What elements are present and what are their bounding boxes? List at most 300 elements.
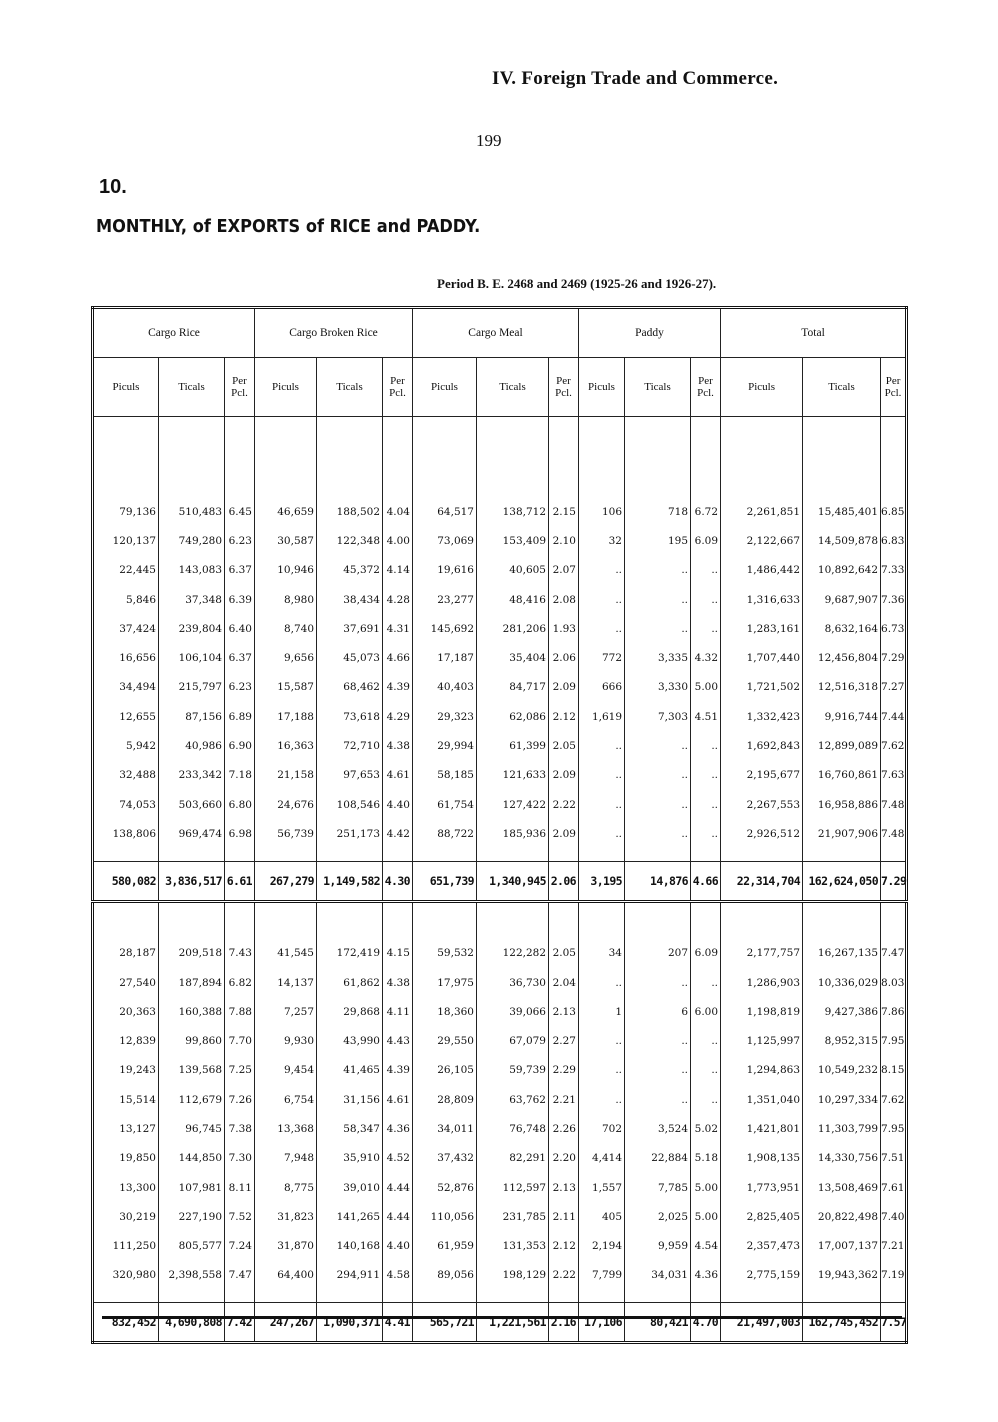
empty-cell (225, 417, 255, 498)
table-cell: .. (691, 761, 721, 790)
table-cell: 10,892,642 (803, 556, 881, 585)
table-cell: 2,177,757 (721, 939, 803, 968)
table-cell: 1,149,582 (317, 861, 383, 901)
table-cell: 5.00 (691, 1173, 721, 1202)
table-cell: 7.27 (881, 673, 907, 702)
table-cell: 2.12 (549, 1232, 579, 1261)
table-cell: 43,990 (317, 1026, 383, 1055)
column-header: Ticals (159, 358, 225, 417)
table-cell: 666 (579, 673, 625, 702)
table-cell: 140,168 (317, 1232, 383, 1261)
table-cell: 20,822,498 (803, 1202, 881, 1231)
table-cell: 16,760,861 (803, 761, 881, 790)
table-cell: 239,804 (159, 614, 225, 643)
table-cell: 19,943,362 (803, 1261, 881, 1290)
table-cell: 67,079 (477, 1026, 549, 1055)
table-cell: 63,762 (477, 1085, 549, 1114)
table-cell: 37,691 (317, 614, 383, 643)
table-cell: 21,497,003 (721, 1303, 803, 1343)
table-cell: 52,876 (413, 1173, 477, 1202)
table-cell: 6.09 (691, 939, 721, 968)
table-cell: 1,286,903 (721, 968, 803, 997)
table-cell: 1 (579, 997, 625, 1026)
table-cell: 22,445 (119, 564, 156, 577)
table-cell: 45,073 (317, 643, 383, 672)
empty-cell (93, 901, 159, 939)
empty-cell (803, 901, 881, 939)
table-cell: .. (579, 1056, 625, 1085)
table-cell: 2.27 (549, 1026, 579, 1055)
table-row (93, 1173, 907, 1202)
table-cell: 6 (625, 997, 691, 1026)
table-row (93, 1232, 907, 1261)
table-cell: 7.47 (881, 939, 907, 968)
table-cell: 108,546 (317, 790, 383, 819)
table-cell: 6.40 (225, 614, 255, 643)
table-cell: 207 (625, 939, 691, 968)
table-cell: 2,357,473 (721, 1232, 803, 1261)
table-cell: 61,399 (477, 731, 549, 760)
table-cell: 8,952,315 (803, 1026, 881, 1055)
table-cell: 4.52 (383, 1144, 413, 1173)
table-cell: 8,775 (255, 1173, 317, 1202)
table-cell: 122,348 (317, 526, 383, 555)
table-cell: 48,416 (477, 585, 549, 614)
table-cell: 4.11 (383, 997, 413, 1026)
table-cell: 37,424 (119, 622, 156, 635)
table-cell: 61,862 (317, 968, 383, 997)
table-row (93, 1026, 907, 1055)
group-header-paddy: Paddy (579, 308, 721, 358)
table-cell: 39,066 (477, 997, 549, 1026)
table-cell: 30,587 (255, 526, 317, 555)
table-cell: 2.22 (549, 790, 579, 819)
table-cell: 1,316,633 (721, 585, 803, 614)
table-cell: 2,122,667 (721, 526, 803, 555)
table-cell: 6.72 (691, 497, 721, 526)
table-cell: 58,347 (317, 1114, 383, 1143)
table-cell: .. (579, 1085, 625, 1114)
table-cell: 172,419 (317, 939, 383, 968)
table-cell: 7.36 (881, 585, 907, 614)
table-cell: 247,267 (255, 1303, 317, 1343)
table-cell: 6.00 (691, 997, 721, 1026)
table-cell: 7.48 (881, 790, 907, 819)
table-cell: 7.44 (881, 702, 907, 731)
table-cell: 13,300 (119, 1181, 156, 1194)
table-cell: 1,351,040 (721, 1085, 803, 1114)
empty-cell (721, 901, 803, 939)
table-cell: 127,422 (477, 790, 549, 819)
empty-cell (579, 1290, 625, 1303)
table-cell: 718 (625, 497, 691, 526)
table-cell: 17,106 (579, 1303, 625, 1343)
table-cell: 2,926,512 (721, 819, 803, 848)
table-cell: 7.24 (225, 1232, 255, 1261)
table-cell: 120,137 (112, 534, 156, 547)
table-row (93, 643, 907, 672)
table-cell: 6.09 (691, 526, 721, 555)
table-cell: 139,568 (159, 1056, 225, 1085)
table-body (93, 417, 907, 1343)
table-cell: 7.52 (225, 1202, 255, 1231)
table-cell: 46,659 (255, 497, 317, 526)
table-cell: 153,409 (477, 526, 549, 555)
table-cell: 15,587 (255, 673, 317, 702)
table-cell: 4.44 (383, 1173, 413, 1202)
table-cell: 15,485,401 (803, 497, 881, 526)
table-cell: 281,206 (477, 614, 549, 643)
empty-cell (625, 1290, 691, 1303)
table-cell: 2,194 (579, 1232, 625, 1261)
table-cell: 4.28 (383, 585, 413, 614)
table-cell: 2,825,405 (721, 1202, 803, 1231)
empty-cell (477, 417, 549, 498)
table-cell: 7.47 (225, 1261, 255, 1290)
table-cell: 7,799 (579, 1261, 625, 1290)
table-row (93, 585, 907, 614)
table-cell: 68,462 (317, 673, 383, 702)
subheader-row (93, 358, 907, 417)
table-cell: 34,494 (119, 681, 156, 694)
table-cell: 35,910 (317, 1144, 383, 1173)
empty-cell (881, 849, 907, 862)
empty-cell (579, 417, 625, 498)
table-row (93, 673, 907, 702)
table-cell: 79,136 (119, 505, 156, 518)
table-cell: 9,427,386 (803, 997, 881, 1026)
table-cell: 1,125,997 (721, 1026, 803, 1055)
empty-cell (93, 849, 159, 862)
running-title: IV. Foreign Trade and Commerce. (492, 68, 779, 89)
table-cell: 5.02 (691, 1114, 721, 1143)
table-cell: 4.39 (383, 673, 413, 702)
empty-cell (255, 901, 317, 939)
empty-cell (549, 1290, 579, 1303)
empty-cell (383, 417, 413, 498)
table-cell: .. (625, 968, 691, 997)
table-cell: 5.00 (691, 1202, 721, 1231)
table-cell: 7,785 (625, 1173, 691, 1202)
table-cell: 160,388 (159, 997, 225, 1026)
empty-cell (413, 849, 477, 862)
empty-cell (225, 849, 255, 862)
table-cell: 34,031 (625, 1261, 691, 1290)
table-cell: 1,340,945 (477, 861, 549, 901)
table-cell: 1,619 (579, 702, 625, 731)
table-cell: 31,870 (255, 1232, 317, 1261)
table-cell: 6.90 (225, 731, 255, 760)
table-cell: 99,860 (159, 1026, 225, 1055)
table-cell: 96,745 (159, 1114, 225, 1143)
table-cell: 19,616 (413, 556, 477, 585)
table-cell: 72,710 (317, 731, 383, 760)
table-cell: 17,975 (413, 968, 477, 997)
table-cell: 7,948 (255, 1144, 317, 1173)
table-cell: 131,353 (477, 1232, 549, 1261)
table-title: MONTHLY, of EXPORTS of RICE and PADDY. (96, 216, 481, 237)
table-cell: 106,104 (159, 643, 225, 672)
empty-cell (477, 849, 549, 862)
empty-cell (549, 849, 579, 862)
column-header: Per Pcl. (383, 358, 413, 417)
table-cell: 12,655 (119, 710, 156, 723)
table-cell: 13,368 (255, 1114, 317, 1143)
table-cell: 2.09 (549, 673, 579, 702)
spacer-row (93, 901, 907, 939)
table-cell: 2.09 (549, 761, 579, 790)
column-header: Per Pcl. (549, 358, 579, 417)
table-cell: 4.61 (383, 1085, 413, 1114)
column-header: Piculs (255, 358, 317, 417)
table-cell: 4.15 (383, 939, 413, 968)
table-cell: 1.93 (549, 614, 579, 643)
table-cell: .. (691, 731, 721, 760)
table-cell: 8,740 (255, 614, 317, 643)
table-cell: 11,303,799 (803, 1114, 881, 1143)
table-cell: .. (691, 585, 721, 614)
table-cell: 7.38 (225, 1114, 255, 1143)
table-cell: 64,517 (413, 497, 477, 526)
table-cell: 18,360 (413, 997, 477, 1026)
table-cell: 1,332,423 (721, 702, 803, 731)
table-cell: 7.63 (881, 761, 907, 790)
table-cell: 4.54 (691, 1232, 721, 1261)
table-cell: 61,959 (413, 1232, 477, 1261)
table-cell: .. (625, 731, 691, 760)
table-cell: 2,195,677 (721, 761, 803, 790)
table-row (93, 702, 907, 731)
column-header: Per Pcl. (691, 358, 721, 417)
table-cell: 2.13 (549, 997, 579, 1026)
table-cell: 7.61 (881, 1173, 907, 1202)
table-cell: 12,516,318 (803, 673, 881, 702)
table-cell: 17,007,137 (803, 1232, 881, 1261)
table-cell: 121,633 (477, 761, 549, 790)
table-cell: 4.38 (383, 731, 413, 760)
table-cell: 6.39 (225, 585, 255, 614)
table-cell: 6.89 (225, 702, 255, 731)
table-cell: 4.51 (691, 702, 721, 731)
table-cell: 10,336,029 (803, 968, 881, 997)
group-header-total: Total (721, 308, 907, 358)
table-cell: 7.48 (881, 819, 907, 848)
table-cell: 4,414 (579, 1144, 625, 1173)
table-cell: 8.11 (225, 1173, 255, 1202)
table-row (93, 1261, 907, 1290)
table-cell: 106 (579, 497, 625, 526)
empty-cell (225, 901, 255, 939)
empty-cell (625, 901, 691, 939)
table-cell: 40,403 (413, 673, 477, 702)
table-cell: 4.40 (383, 1232, 413, 1261)
table-cell: 32 (579, 526, 625, 555)
table-cell: .. (625, 790, 691, 819)
empty-cell (691, 1290, 721, 1303)
table-cell: .. (579, 731, 625, 760)
table-row (93, 968, 907, 997)
table-cell: 1,721,502 (721, 673, 803, 702)
table-cell: 6.80 (225, 790, 255, 819)
table-cell: 22,314,704 (721, 861, 803, 901)
table-cell: 3,524 (625, 1114, 691, 1143)
table-cell: 6.23 (225, 526, 255, 555)
column-header: Per Pcl. (225, 358, 255, 417)
exports-table-container (91, 306, 907, 1344)
table-cell: 9,656 (255, 643, 317, 672)
empty-cell (317, 417, 383, 498)
table-cell: 1,557 (579, 1173, 625, 1202)
table-cell: 19,850 (119, 1152, 156, 1165)
table-cell: 39,010 (317, 1173, 383, 1202)
empty-cell (317, 1290, 383, 1303)
table-cell: 749,280 (159, 526, 225, 555)
table-cell: 565,721 (413, 1303, 477, 1343)
table-cell: 7.21 (881, 1232, 907, 1261)
table-cell: 14,137 (255, 968, 317, 997)
table-cell: 2,261,851 (721, 497, 803, 526)
table-cell: 17,187 (413, 643, 477, 672)
table-cell: 4.36 (691, 1261, 721, 1290)
table-cell: 38,434 (317, 585, 383, 614)
table-cell: 2.26 (549, 1114, 579, 1143)
table-cell: 7.25 (225, 1056, 255, 1085)
table-cell: 73,069 (413, 526, 477, 555)
empty-cell (413, 901, 477, 939)
table-cell: 185,936 (477, 819, 549, 848)
table-cell: 188,502 (317, 497, 383, 526)
table-cell: 2.06 (549, 861, 579, 901)
table-cell: 37,348 (159, 585, 225, 614)
empty-cell (413, 1290, 477, 1303)
table-cell: 12,839 (119, 1035, 156, 1048)
empty-cell (881, 1290, 907, 1303)
table-cell: 6.98 (225, 819, 255, 848)
table-cell: 1,692,843 (721, 731, 803, 760)
table-cell: 7.42 (225, 1303, 255, 1343)
table-cell: 9,930 (255, 1026, 317, 1055)
table-cell: .. (691, 556, 721, 585)
table-cell: 58,185 (413, 761, 477, 790)
table-cell: 7.62 (881, 731, 907, 760)
table-cell: 143,083 (159, 556, 225, 585)
table-cell: .. (625, 761, 691, 790)
table-cell: 5,942 (125, 740, 156, 753)
table-cell: 7.86 (881, 997, 907, 1026)
table-cell: 97,653 (317, 761, 383, 790)
empty-cell (255, 417, 317, 498)
table-cell: .. (625, 614, 691, 643)
table-row (93, 497, 907, 526)
table-cell: 2.08 (549, 585, 579, 614)
table-cell: 4,690,808 (159, 1303, 225, 1343)
table-cell: 29,550 (413, 1026, 477, 1055)
table-cell: 37,432 (413, 1144, 477, 1173)
table-cell: .. (625, 1085, 691, 1114)
table-cell: 112,597 (477, 1173, 549, 1202)
table-cell: 4.42 (383, 819, 413, 848)
table-cell: 9,687,907 (803, 585, 881, 614)
table-row (93, 556, 907, 585)
table-row (93, 761, 907, 790)
table-cell: 7.43 (225, 939, 255, 968)
table-cell: 6.23 (225, 673, 255, 702)
table-cell: 21,907,906 (803, 819, 881, 848)
empty-cell (159, 417, 225, 498)
table-cell: 4.04 (383, 497, 413, 526)
table-cell: 2.06 (549, 643, 579, 672)
table-cell: .. (691, 968, 721, 997)
empty-cell (691, 849, 721, 862)
table-cell: 82,291 (477, 1144, 549, 1173)
table-cell: 64,400 (255, 1261, 317, 1290)
table-cell: .. (579, 614, 625, 643)
table-cell: 35,404 (477, 643, 549, 672)
table-cell: 8.15 (881, 1056, 907, 1085)
table-cell: 702 (579, 1114, 625, 1143)
table-cell: 198,129 (477, 1261, 549, 1290)
table-cell: 231,785 (477, 1202, 549, 1231)
table-cell: .. (579, 819, 625, 848)
table-cell: 141,265 (317, 1202, 383, 1231)
table-cell: 1,486,442 (721, 556, 803, 585)
table-cell: 2.04 (549, 968, 579, 997)
table-cell: 4.39 (383, 1056, 413, 1085)
table-cell: 7,303 (625, 702, 691, 731)
table-cell: 7.88 (225, 997, 255, 1026)
spacer-row (93, 417, 907, 498)
table-cell: 16,363 (255, 731, 317, 760)
table-cell: 80,421 (625, 1303, 691, 1343)
table-cell: 4.29 (383, 702, 413, 731)
table-cell: 805,577 (159, 1232, 225, 1261)
spacer-row (93, 849, 907, 862)
table-cell: 89,056 (413, 1261, 477, 1290)
column-header: Piculs (413, 358, 477, 417)
table-cell: 30,219 (119, 1210, 156, 1223)
table-cell: 62,086 (477, 702, 549, 731)
empty-cell (317, 901, 383, 939)
table-cell: 580,082 (93, 861, 159, 901)
empty-cell (625, 417, 691, 498)
table-cell: .. (691, 1056, 721, 1085)
table-cell: 87,156 (159, 702, 225, 731)
table-cell: 4.31 (383, 614, 413, 643)
table-cell: 88,722 (413, 819, 477, 848)
table-cell: 29,994 (413, 731, 477, 760)
table-cell: .. (625, 585, 691, 614)
table-cell: .. (579, 790, 625, 819)
empty-cell (803, 417, 881, 498)
table-cell: 5.18 (691, 1144, 721, 1173)
column-header: Ticals (803, 358, 881, 417)
table-cell: 61,754 (413, 790, 477, 819)
table-cell: .. (691, 790, 721, 819)
table-cell: 2.16 (549, 1303, 579, 1343)
empty-cell (477, 901, 549, 939)
empty-cell (383, 1290, 413, 1303)
group-header-cargo-broken-rice: Cargo Broken Rice (255, 308, 413, 358)
table-cell: 2.07 (549, 556, 579, 585)
table-cell: 14,330,756 (803, 1144, 881, 1173)
column-header: Per Pcl. (881, 358, 907, 417)
table-cell: 13,508,469 (803, 1173, 881, 1202)
table-row (93, 1144, 907, 1173)
table-cell: 3,836,517 (159, 861, 225, 901)
table-cell: 84,717 (477, 673, 549, 702)
table-cell: 7.51 (881, 1144, 907, 1173)
empty-cell (255, 1290, 317, 1303)
